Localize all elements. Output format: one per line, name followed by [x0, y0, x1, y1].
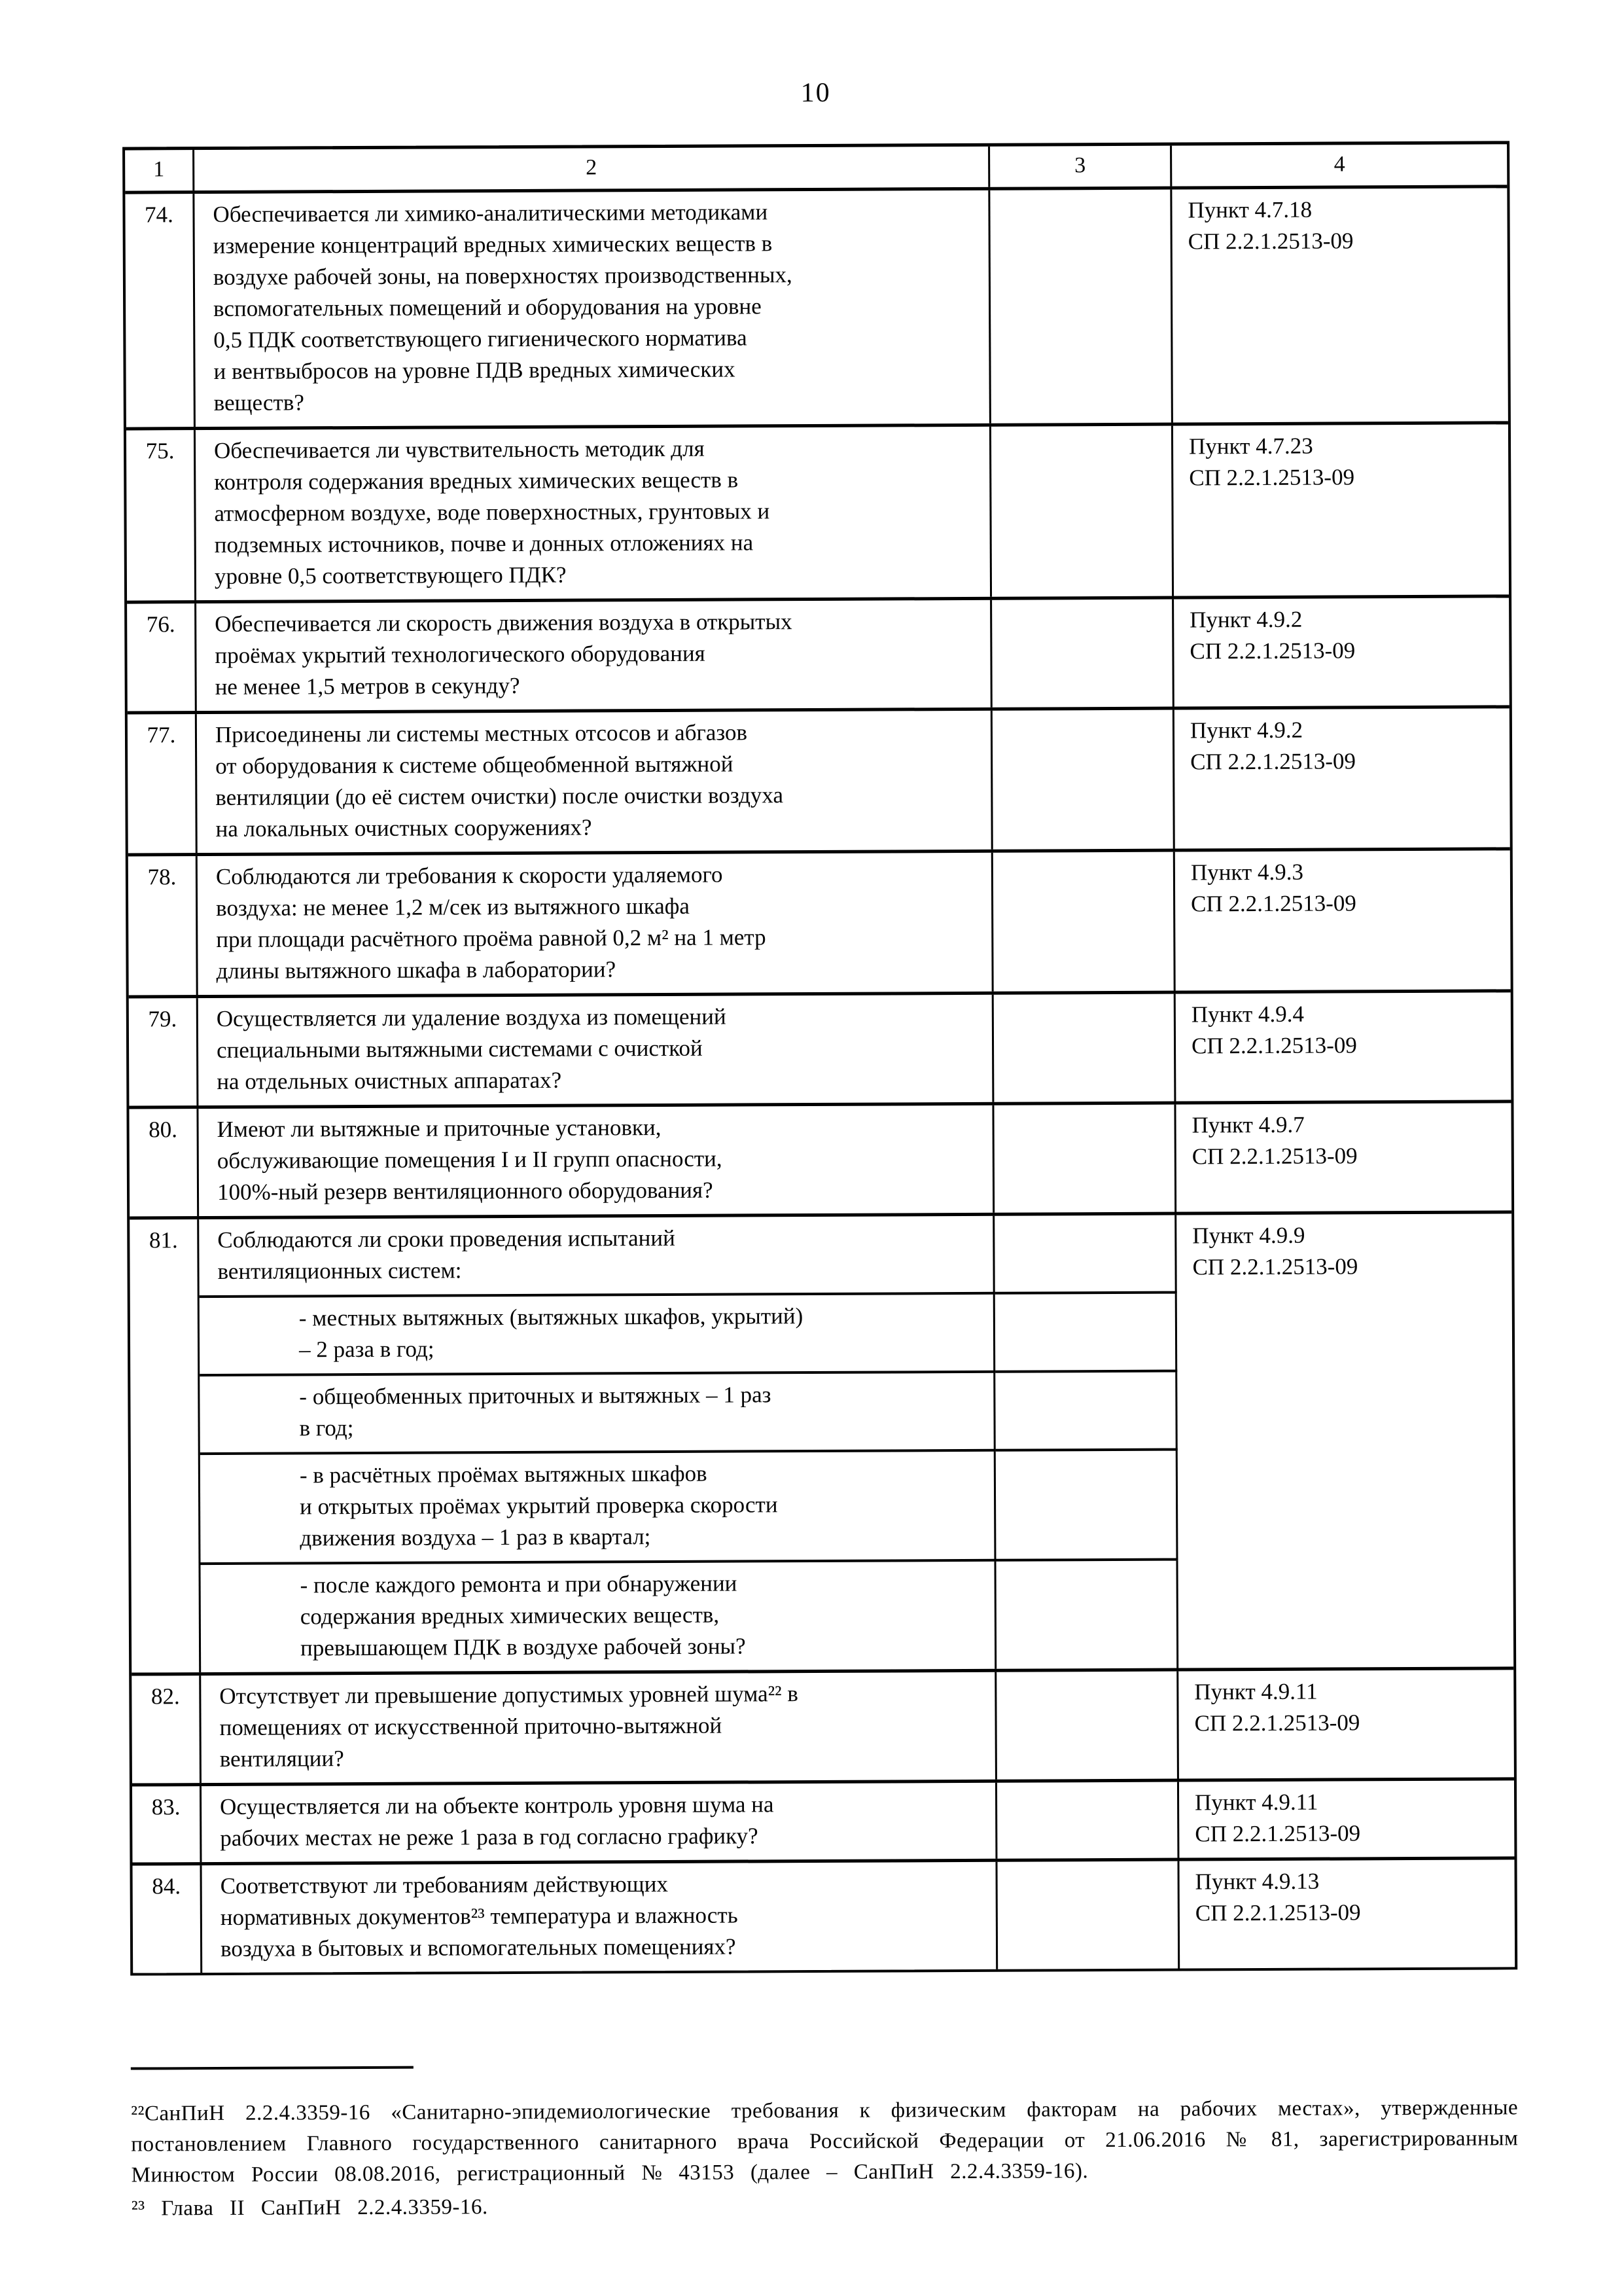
answer-cell — [996, 1561, 1178, 1669]
answer-cell — [997, 1672, 1179, 1780]
question-text: Отсутствует ли превышение допустимых уровней шума²² в помещениях от искусственной приточно-вытяжной вентиляции? — [201, 1672, 997, 1783]
answer-cell — [993, 852, 1176, 992]
header-cell-3: 3 — [990, 146, 1172, 187]
reference-text: Пункт 4.9.2 СП 2.2.1.2513-09 — [1190, 606, 1356, 664]
reference-text: Пункт 4.9.11 СП 2.2.1.2513-09 — [1194, 1678, 1360, 1736]
row-number: 78. — [128, 856, 198, 995]
reference-text: Пункт 4.9.11 СП 2.2.1.2513-09 — [1195, 1789, 1361, 1847]
table-row-81 — [130, 1213, 1513, 1676]
reference-text: Пункт 4.9.9 СП 2.2.1.2513-09 — [1192, 1222, 1358, 1280]
question-text: Осуществляется ли на объекте контроль уровня шума на рабочих местах не реже 1 раза в год согласно графику? — [202, 1783, 997, 1862]
checklist-table — [122, 141, 1517, 1975]
table-row-77 — [128, 708, 1510, 856]
row-number: 82. — [132, 1676, 202, 1783]
answer-cell — [996, 1451, 1178, 1562]
table-row-79 — [129, 992, 1511, 1109]
table-row-76 — [127, 598, 1509, 714]
footnote-22: ²²СанПиН 2.2.4.3359-16 «Санитарно-эпидемиологические требования к физическим факторам на рабочих местах», утвержденные постановлением Главного государственного санитарного врача Российской Федерации от 21.06.2016 № 81, зарегистрированным Минюстом России 08.08.2016, регистрационный № 43153 (далее – СанПиН 2.2.4.3359-16). — [131, 2096, 1519, 2187]
answer-cell — [990, 190, 1173, 423]
table-row-80 — [129, 1103, 1511, 1219]
reference-text: Пункт 4.9.13 СП 2.2.1.2513-09 — [1195, 1868, 1361, 1926]
row-number: 81. — [130, 1219, 201, 1672]
footnotes-section — [131, 2061, 1519, 2224]
row-number: 84. — [133, 1865, 203, 1973]
row-number: 74. — [125, 194, 196, 427]
answer-cell — [991, 426, 1174, 597]
header-cell-4: 4 — [1333, 152, 1345, 177]
table-row-84 — [133, 1859, 1515, 1973]
footnote-23: ²³ Глава II СанПиН 2.2.4.3359-16. — [131, 2195, 488, 2221]
question-text: Соблюдаются ли требования к скорости удаляемого воздуха: не менее 1,2 м/сек из вытяжного шкафа при площади расчётного проёма равной 0,2 м² на 1 метр длины вытяжного шкафа в лаборатории? — [198, 853, 994, 995]
answer-cell — [995, 1294, 1178, 1373]
header-cell-2: 2 — [194, 147, 990, 190]
reference-text: Пункт 4.7.18 СП 2.2.1.2513-09 — [1188, 196, 1354, 255]
question-text: Обеспечивается ли скорость движения воздуха в открытых проёмах укрытий технологического оборудования не менее 1,5 метров в секунду? — [196, 600, 993, 711]
reference-text: Пункт 4.9.4 СП 2.2.1.2513-09 — [1191, 1001, 1357, 1059]
subitem-text: - после каждого ремонта и при обнаружении содержания вредных химических веществ, превышающем ПДК в воздухе рабочей зоны? — [201, 1562, 997, 1672]
question-text: Обеспечивается ли химико-аналитическими методиками измерение концентраций вредных химических веществ в воздухе рабочей зоны, на поверхностях производственных, вспомогательных помещений и оборудования на уровне 0,5 ПДК соответствующего гигиенического норматива и вентвыбросов на уровне ПДВ вредных химических веществ? — [194, 190, 991, 427]
footnote-separator — [131, 2066, 414, 2070]
subitem-text: - общеобменных приточных и вытяжных – 1 раз в год; — [200, 1373, 996, 1455]
row-number: 77. — [128, 714, 198, 853]
table-row-83 — [132, 1780, 1515, 1865]
reference-text: Пункт 4.9.7 СП 2.2.1.2513-09 — [1192, 1111, 1358, 1170]
question-text: Соответствуют ли требованиям действующих нормативных документов²³ температура и влажность воздуха в бытовых и вспомогательных помещениях? — [202, 1862, 998, 1973]
table-row-82 — [132, 1670, 1514, 1786]
answer-cell — [992, 600, 1174, 708]
answer-cell — [997, 1782, 1180, 1859]
row-number: 76. — [127, 603, 197, 711]
question-text: Присоединены ли системы местных отсосов и абгазов от оборудования к системе общеобменной вытяжной вентиляции (до её систем очистки) после очистки воздуха на локальных очистных сооружениях? — [197, 711, 993, 853]
table-header-row — [125, 144, 1507, 194]
answer-cell — [997, 1861, 1180, 1969]
row-number: 79. — [129, 998, 199, 1105]
subitem-text: - в расчётных проёмах вытяжных шкафов и открытых проёмах укрытий проверка скорости движения воздуха – 1 раз в квартал; — [200, 1452, 997, 1565]
question-text: Имеют ли вытяжные и приточные установки, обслуживающие помещения I и II групп опасности, 100%-ный резерв вентиляционного оборудования? — [198, 1105, 995, 1216]
answer-cell — [994, 1105, 1176, 1213]
subitem-text: - местных вытяжных (вытяжных шкафов, укрытий) – 2 раза в год; — [200, 1295, 996, 1376]
answer-cell — [993, 710, 1175, 850]
answer-cell — [995, 1372, 1178, 1452]
table-row-74 — [125, 188, 1508, 430]
question-text: Обеспечивается ли чувствительность методик для контроля содержания вредных химических веществ в атмосферном воздухе, воде поверхностных, грунтовых и подземных источников, почве и донных отложениях на уровне 0,5 соответствующего ПДК? — [196, 427, 992, 600]
question-text: Осуществляется ли удаление воздуха из помещений специальными вытяжными системами с очисткой на отдельных очистных аппаратах? — [198, 995, 995, 1105]
header-cell-1: 1 — [125, 150, 194, 190]
question-text: Соблюдаются ли сроки проведения испытаний вентиляционных систем: — [199, 1216, 995, 1298]
page-number: 10 — [800, 77, 831, 109]
row-number: 83. — [132, 1786, 202, 1862]
answer-cell — [994, 994, 1176, 1102]
answer-cell — [995, 1215, 1177, 1295]
table-row-78 — [128, 850, 1511, 998]
row-number: 80. — [129, 1109, 199, 1216]
reference-text: Пункт 4.7.23 СП 2.2.1.2513-09 — [1188, 433, 1355, 491]
table-row-75 — [126, 424, 1509, 603]
reference-text: Пункт 4.9.2 СП 2.2.1.2513-09 — [1190, 717, 1356, 775]
reference-text: Пункт 4.9.3 СП 2.2.1.2513-09 — [1190, 859, 1356, 917]
row-number: 75. — [126, 430, 196, 600]
